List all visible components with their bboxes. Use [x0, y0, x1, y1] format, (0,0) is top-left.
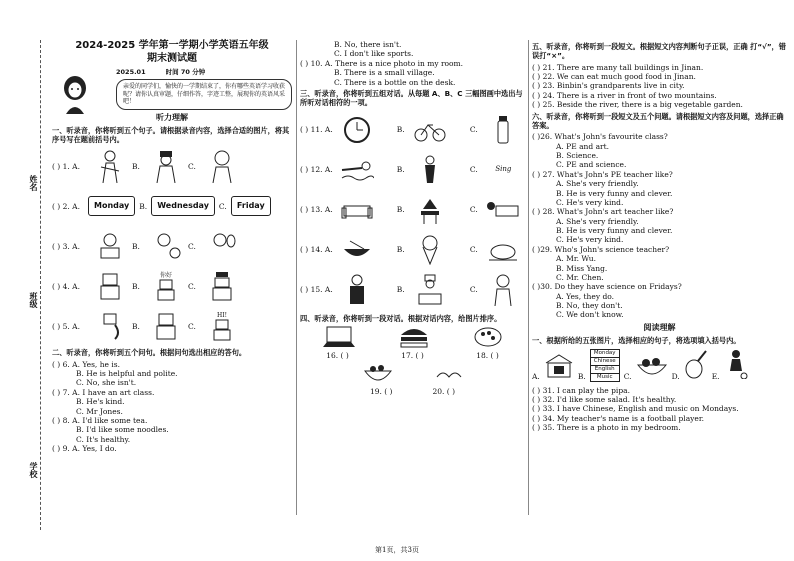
question-5: ( ) 5. A. B. C. HI! — [52, 306, 292, 346]
reading-heading: 阅读理解 — [643, 322, 676, 332]
question-23: ( ) 23. Binbin's grandparents live in city. — [532, 81, 685, 91]
laptop-icon — [322, 325, 356, 351]
sing-notes-icon: Sing — [495, 165, 512, 174]
schedule-card: Monday Chinese English Music — [590, 349, 620, 382]
question-8: ( ) 8. A. I'd like some tea. B. I'd like some noodles. C. It's healthy. — [52, 415, 169, 444]
waiter-icon — [335, 273, 378, 307]
friday-card: Friday — [231, 196, 271, 216]
part1-instruction: 一、听录音，你将听到五个句子。请根据录音内容，选择合适的图片，将其序号写在题前括号内。 — [52, 125, 290, 144]
column-3 — [532, 40, 787, 433]
school-label: 学校 — [29, 462, 38, 478]
robot-hi-icon: HI! — [200, 309, 244, 343]
question-27: ( ) 27. What's John's PE teacher like? A. She's very friendly. B. He is very funny and clever. C. He's very kind. — [532, 169, 673, 207]
part3-instruction: 三、听录音，你将听到五组对话。从每题 A、B、C 三幅图画中选出与所听对话相符的一项。 — [300, 88, 523, 108]
clock-icon — [335, 113, 378, 147]
binding-margin — [0, 0, 44, 561]
burger-icon — [399, 325, 429, 351]
question-15: ( ) 15. A. B. C. — [300, 270, 525, 310]
cut-line — [40, 40, 41, 530]
bicycle-icon — [409, 113, 452, 147]
water-bottle-icon — [482, 113, 525, 147]
robot-sax-icon — [88, 309, 132, 343]
robot-cook-icon — [200, 269, 244, 303]
question-24: ( ) 24. There is a river in front of two mountains. — [532, 90, 717, 100]
greeting-bubble: 亲爱的同学们，愉快的一学期结束了，你有哪些英语学习收获呢？请你认真审题，仔细作答，字迹工整，展现你的英语风采吧！ — [116, 79, 292, 110]
question-14: ( ) 14. A. B. C. — [300, 230, 525, 270]
question-22: ( ) 22. We can eat much good food in Jinan. — [532, 72, 696, 82]
question-34: ( ) 34. My teacher's name is a football player. — [532, 413, 704, 423]
question-35: ( ) 35. There is a photo in my bedroom. — [532, 423, 681, 433]
column-divider-2 — [528, 40, 529, 515]
part6-instruction: 六、听录音，你将听到一段短文及五个问题。请根据短文内容及问题，选择正确答案。 — [532, 111, 784, 130]
question-28: ( ) 28. What's John's art teacher like? A. She's very friendly. B. He is very funny and clever. C. He's very kind. — [532, 207, 674, 245]
football-player-icon — [724, 349, 748, 381]
exam-time: 时间 70 分钟 — [165, 68, 206, 76]
kungfu-icon — [409, 153, 452, 187]
plant-table-icon — [409, 193, 452, 227]
column-divider-1 — [296, 40, 297, 515]
column-1 — [52, 40, 292, 453]
plant-sofa-icon — [482, 193, 525, 227]
column-2: B. No, there isn't. C. I don't like sports. ( ) 10. A. There is a nice photo in my room. B. There is a small village. C. There is a bottle on the desk. 三、听录音，你将听到五组对话。从每题 A、B、C 三幅图画中选出与所听对话相符的一项。 ( ) 11. A. B. C. ( ) 12. A. B. C. Sing ( ) 13. A. B. C. ( ) 14. A. B. C. ( ) 15. A. B. C. 四、听录音，你将听到一段对话。根据对话内容，给图片排序。 16. ( ) 17. ( ) 18. ( ) 19. ( ) 20. ( ) — [300, 40, 525, 396]
robot-chef-icon — [144, 309, 188, 343]
reading-pictures: A. B. Monday Chinese English Music C. D. E. — [532, 349, 787, 382]
question-2: ( ) 2. A. Monday B. Wednesday C. Friday — [52, 186, 292, 226]
question-25: ( ) 25. Beside the river, there is a big vegetable garden. — [532, 100, 743, 110]
sequence-labels-1: 16. ( ) 17. ( ) 18. ( ) — [326, 351, 499, 361]
musician-icon — [88, 149, 132, 183]
question-10: ( ) 10. A. There is a nice photo in my room. B. There is a small village. C. There is a bottle on the desk. — [300, 58, 464, 87]
sofa-icon — [335, 193, 378, 227]
picture-frame-icon — [544, 353, 574, 381]
boy-icon — [482, 273, 525, 307]
noodles-icon — [335, 233, 378, 267]
girl-avatar-icon — [60, 74, 90, 114]
question-12: ( ) 12. A. B. C. Sing — [300, 150, 525, 190]
sequence-row-1 — [300, 325, 525, 351]
wednesday-card: Wednesday — [151, 196, 215, 216]
part5-instruction: 五、听录音，你将听到一段短文。根据短文内容判断句子正误，正确 打“√”，错误打“×”。 — [532, 42, 786, 61]
question-32: ( ) 32. I'd like some salad. It's healthy. — [532, 395, 677, 405]
question-29: ( )29. Who's John's science teacher? A. Mr. Wu. B. Miss Yang. C. Mr. Chen. — [532, 244, 670, 282]
class-label: 班级 — [29, 292, 38, 308]
man-icon — [144, 149, 188, 183]
monday-card: Monday — [88, 196, 135, 216]
chef-icon — [409, 273, 452, 307]
question-13: ( ) 13. A. B. C. — [300, 190, 525, 230]
reading-instruction: 一、根据所给的五张图片，选择相应的句子，将选项填入括号内。 — [532, 335, 741, 345]
question-4: ( ) 4. A. B. 你好 C. — [52, 266, 292, 306]
sky-icon — [433, 363, 463, 387]
question-26: ( )26. What's John's favourite class? A. PE and art. B. Science. C. PE and science. — [532, 132, 668, 170]
exam-date: 2025.01 — [116, 68, 146, 76]
question-3: ( ) 3. A. B. C. — [52, 226, 292, 266]
part4-instruction: 四、听录音，你将听到一段对话。根据对话内容，给图片排序。 — [300, 313, 502, 323]
question-6: ( ) 6. A. Yes, he is. B. He is helpful and polite. C. No, she isn't. — [52, 359, 178, 388]
woman-icon — [200, 149, 244, 183]
listening-heading: 听力理解 — [156, 112, 188, 122]
name-label: 姓名 — [29, 175, 38, 191]
page-footer: 第1页，共3页 — [375, 546, 419, 554]
boy-ball-icon — [144, 229, 188, 263]
question-31: ( ) 31. I can play the pipa. — [532, 385, 630, 395]
salad-icon — [636, 355, 668, 381]
boy-reading-icon — [88, 229, 132, 263]
exam-subtitle: 期末测试题 — [147, 52, 197, 64]
question-7: ( ) 7. A. I have an art class. B. He's kind. C. Mr Jones. — [52, 387, 155, 416]
question-30: ( )30. Do they have science on Fridays? A. Yes, they do. B. No, they don't. C. We don't know. — [532, 282, 682, 320]
girl-tennis-icon — [200, 229, 244, 263]
question-9: ( ) 9. A. Yes, I do. — [52, 444, 117, 454]
exam-title: 2024-2025 学年第一学期小学英语五年级 — [75, 40, 269, 51]
robot-icon — [88, 269, 132, 303]
question-21: ( ) 21. There are many tall buildings in Jinan. — [532, 62, 704, 72]
sequence-labels-2: 19. ( ) 20. ( ) — [369, 387, 456, 397]
robot-nihao-icon: 你好 — [144, 269, 188, 303]
part2-instruction: 二、听录音，你将听到五个问句。根据问句选出相应的答句。 — [52, 348, 247, 358]
paint-palette-icon — [473, 325, 503, 351]
pipa-icon — [684, 349, 708, 381]
question-1: ( ) 1. A. B. C. — [52, 146, 292, 186]
ice-cream-icon — [409, 233, 452, 267]
sequence-row-2 — [300, 363, 525, 387]
swimming-icon — [335, 153, 378, 187]
question-11: ( ) 11. A. B. C. — [300, 110, 525, 150]
question-33: ( ) 33. I have Chinese, English and music on Mondays. — [532, 404, 739, 414]
salad-bowl-icon — [363, 363, 393, 387]
roast-chicken-icon — [482, 233, 525, 267]
